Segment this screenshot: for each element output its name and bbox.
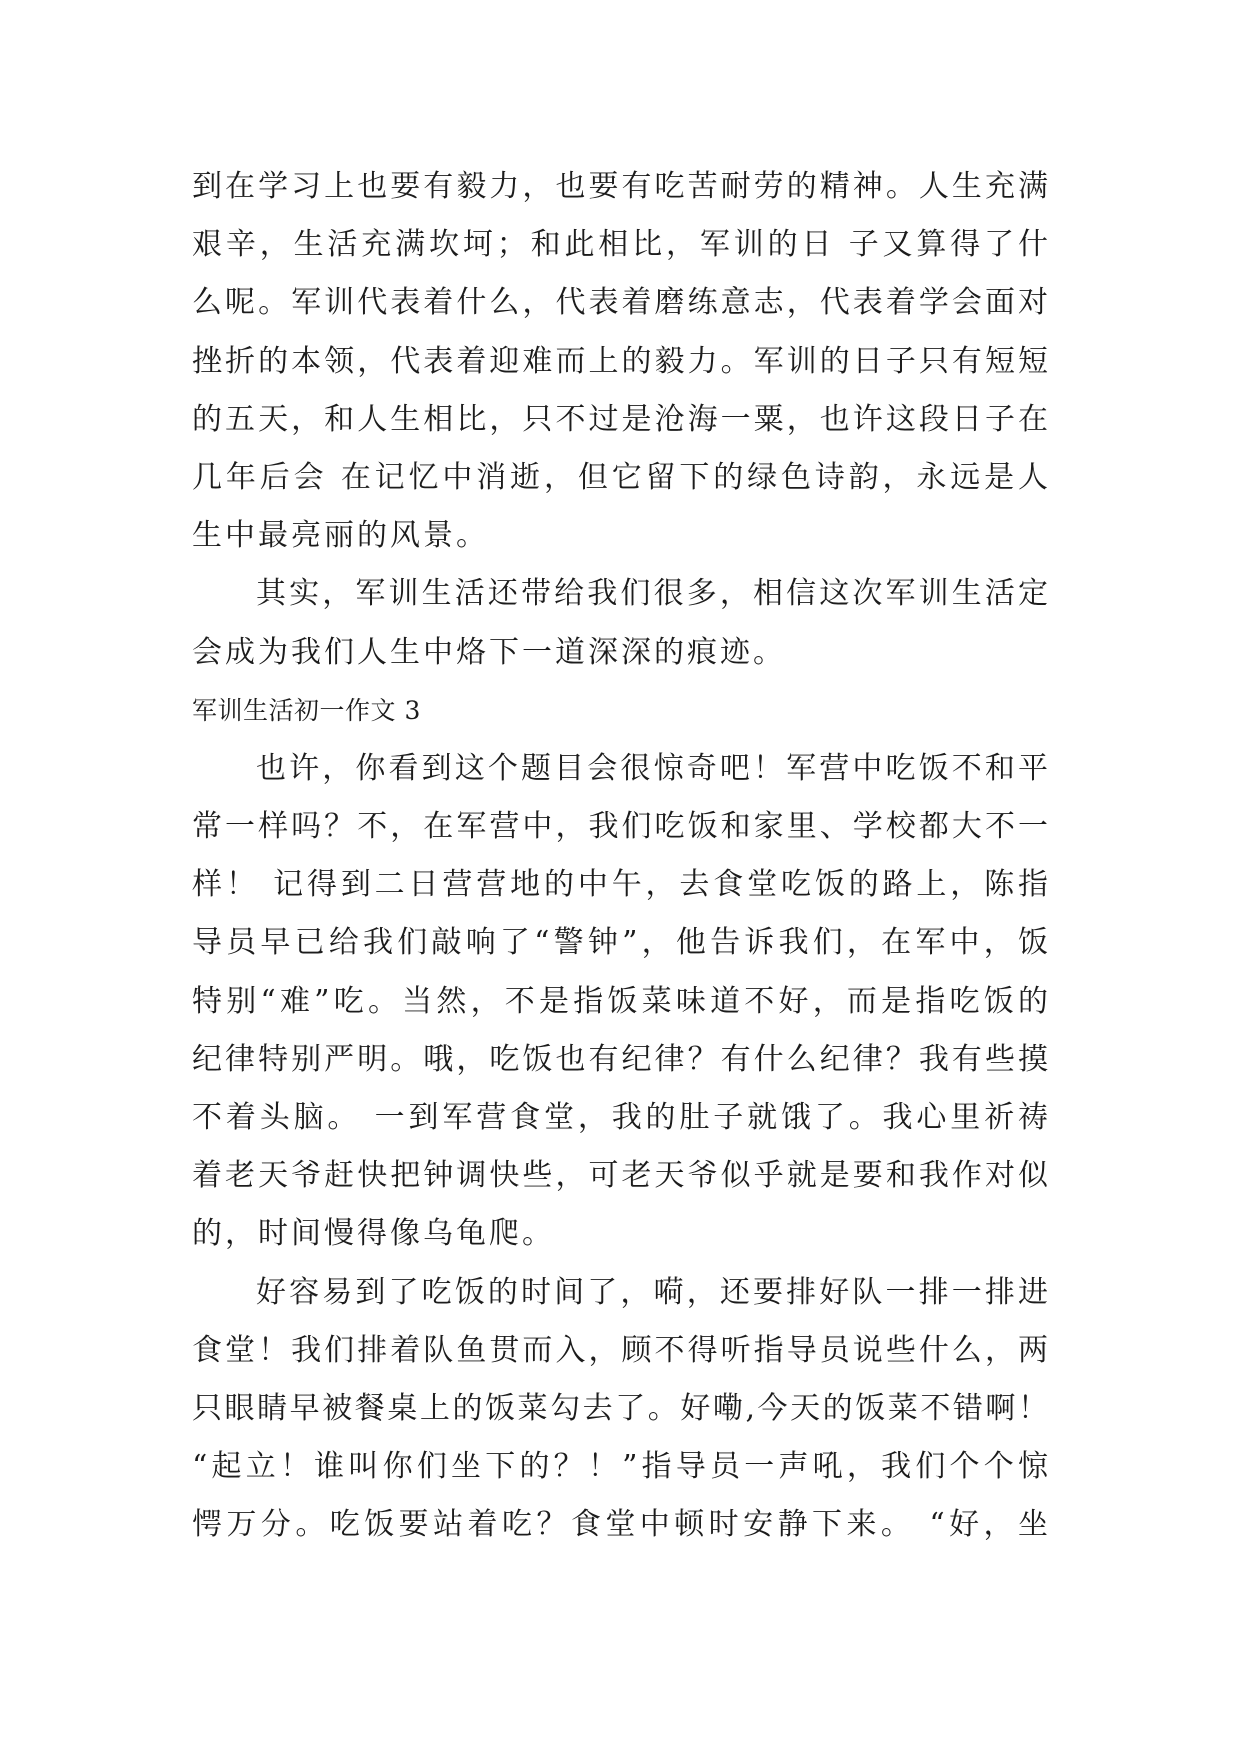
- document-body: [192, 158, 1050, 1555]
- paragraph: [192, 1264, 1050, 1555]
- paragraph: [192, 565, 1050, 681]
- paragraph: [192, 158, 1050, 565]
- text-line: 愕万分。吃饭要站着吃？食堂中顿时安静下来。 “好，坐: [192, 1507, 1050, 1543]
- text-line: 导员早已给我们敲响了“警钟”，他告诉我们，在军中，饭: [192, 925, 1050, 961]
- text-line: 挫折的本领，代表着迎难而上的毅力。军训的日子只有短短: [192, 343, 1050, 379]
- text-line: 也许，你看到这个题目会很惊奇吧！军营中吃饭不和平: [256, 750, 1050, 786]
- text-line: 不着头脑。 一到军营食堂，我的肚子就饿了。我心里祈祷: [192, 1100, 1050, 1135]
- text-line: 会成为我们人生中烙下一道深深的痕迹。: [192, 634, 786, 670]
- text-line: 几年后会 在记忆中消逝，但它留下的绿色诗韵，永远是人: [192, 459, 1050, 495]
- text-line: 食堂！我们排着队鱼贯而入，顾不得听指导员说些什么，两: [192, 1332, 1050, 1368]
- paragraph: [192, 740, 1050, 1264]
- text-line: 艰辛，生活充满坎坷；和此相比，军训的日 子又算得了什: [192, 227, 1050, 263]
- text-line: 好容易到了吃饭的时间了，嗬，还要排好队一排一排进: [256, 1274, 1050, 1310]
- text-line: 特别“难”吃。当然，不是指饭菜味道不好，而是指吃饭的: [192, 983, 1050, 1019]
- text-line: 只眼睛早被餐桌上的饭菜勾去了。好嘞,今天的饭菜不错啊！: [192, 1390, 1050, 1426]
- text-line: “起立！谁叫你们坐下的？！”指导员一声吼，我们个个惊: [192, 1449, 1050, 1485]
- text-line: 样！ 记得到二日营营地的中午，去食堂吃饭的路上，陈指: [192, 867, 1050, 903]
- text-line: 到在学习上也要有毅力，也要有吃苦耐劳的精神。人生充满: [192, 169, 1050, 204]
- text-line: 着老天爷赶快把钟调快些，可老天爷似乎就是要和我作对似: [192, 1158, 1050, 1194]
- text-line: 的，时间慢得像乌龟爬。: [192, 1216, 555, 1252]
- text-line: 的五天，和人生相比，只不过是沧海一粟，也许这段日子在: [192, 401, 1050, 437]
- text-line: 生中最亮丽的风景。: [192, 518, 489, 554]
- section-heading: 军训生活初一作文 3: [192, 695, 421, 725]
- text-line: 么呢。军训代表着什么，代表着磨练意志，代表着学会面对: [192, 285, 1050, 321]
- text-line: 其实，军训生活还带给我们很多，相信这次军训生活定: [256, 576, 1050, 612]
- text-line: 常一样吗？不，在军营中，我们吃饭和家里、学校都大不一: [192, 809, 1050, 845]
- text-line: 纪律特别严明。哦，吃饭也有纪律？有什么纪律？我有些摸: [192, 1041, 1050, 1077]
